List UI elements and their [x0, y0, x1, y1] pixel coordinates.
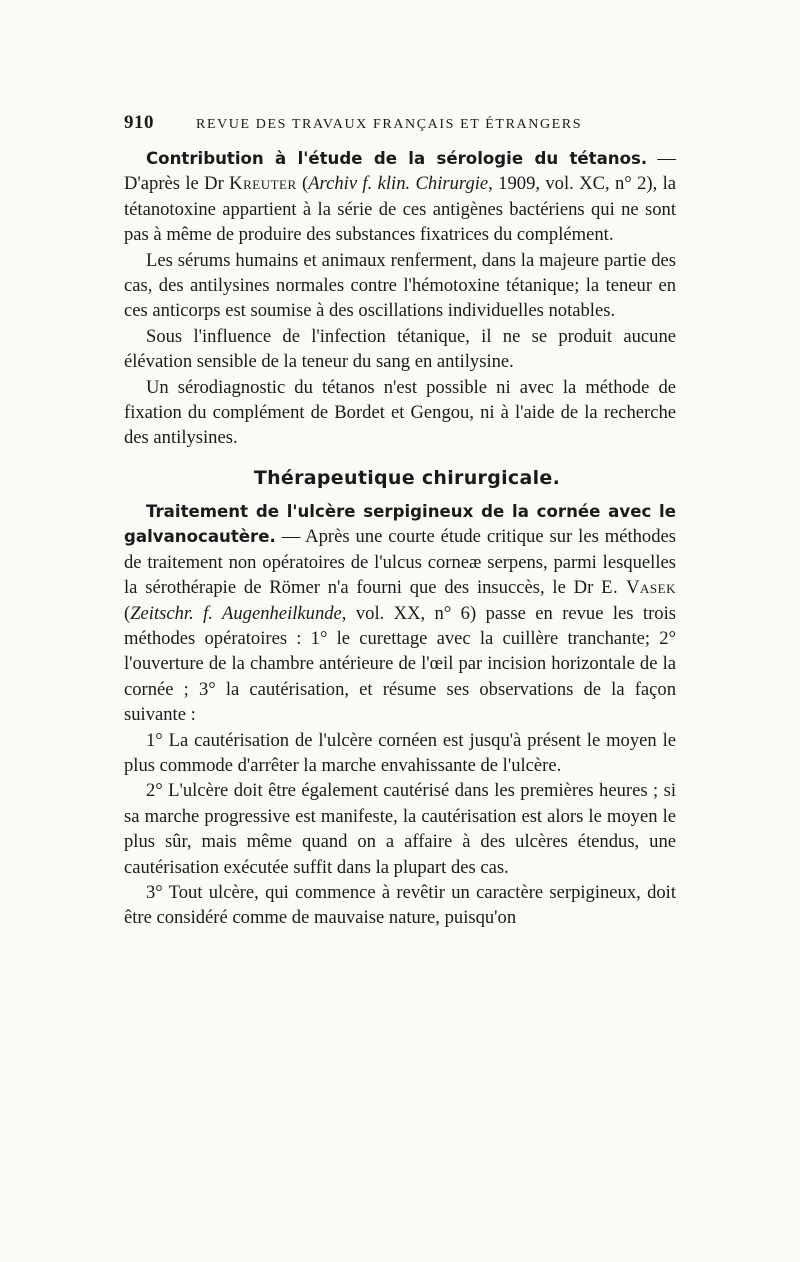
article1-paragraph-4: Un sérodiagnostic du tétanos n'est possible ni avec la méthode de fixation du complément de Bordet et Gengou, ni à l'aide de la recherche des antilysines. — [124, 376, 676, 449]
section-heading: Thérapeutique chirurgicale. — [253, 466, 561, 489]
article1-paragraph-2: Les sérums humains et animaux renferment, dans la majeure partie des cas, des antilysines normales contre l'hémotoxine tétanique; la teneur en ces anticorps est soumise à des oscillations individuelles notables. — [124, 249, 676, 322]
article2-title: Traitement de l'ulcère serpigineux de la cornée avec le galvanocautère. — [124, 501, 676, 547]
article2-author: E. Vasek — [601, 577, 676, 599]
article1-paragraph-1: Contribution à l'étude de la sérologie du tétanos. — D'après le Dr Kreuter (Archiv f. klin. Chirurgie, 1909, vol. XC, n° 2), la tétanotoxine appartient à la série de ces antigènes bactériens qui ne sont pas à même de produire des substances fixatrices du complément. — [124, 148, 676, 246]
article2-rest: , vol. XX, n° 6) passe en revue les trois méthodes opératoires : 1° le curettage avec la cuillère tranchante; 2° l'ouverture de la chambre antérieure de l'œil par incision horizontale de la cornée ; 3° la cautérisation, et résume ses observations de la façon suivante : — [124, 602, 676, 726]
article2-paragraph-4: 3° Tout ulcère, qui commence à revêtir un caractère serpigineux, doit être considéré comme de mauvaise nature, puisqu'on — [124, 881, 676, 929]
article1-dash: — D'après le — [124, 148, 676, 195]
article2-journal: Zeitschr. f. Augenheilkunde — [130, 602, 342, 624]
article1-dr: Dr — [204, 173, 224, 195]
article1-journal: Archiv f. klin. Chirurgie — [308, 173, 489, 195]
running-head — [124, 112, 676, 134]
page-number: 910 — [124, 112, 154, 133]
article1-title: Contribution à l'étude de la sérologie du tétanos. — [146, 149, 648, 168]
running-title: REVUE DES TRAVAUX FRANÇAIS ET ÉTRANGERS — [196, 117, 583, 132]
article1-rest: , 1909, vol. XC, n° 2), la tétanotoxine appartient à la série de ces antigènes bactériens qui ne sont pas à même de produire des substances fixatrices du complément. — [124, 173, 676, 246]
article1-author: Kreuter — [229, 173, 297, 195]
article2-intro: — Après une courte étude critique sur les méthodes de traitement non opératoires de l'ulcus corneæ serpens, parmi lesquelles la sérothérapie de Römer n'a fourni que des insuccès, le — [124, 526, 676, 599]
article2-paragraph-1: Traitement de l'ulcère serpigineux de la cornée avec le galvanocautère. — Après une courte étude critique sur les méthodes de traitement non opératoires de l'ulcus corneæ serpens, parmi lesquelles la sérothérapie de Römer n'a fourni que des insuccès, le Dr E. Vasek (Zeitschr. f. Augenheilkunde, vol. XX, n° 6) passe en revue les trois méthodes opératoires : 1° le curettage avec la cuillère tranchante; 2° l'ouverture de la chambre antérieure de l'œil par incision horizontale de la cornée ; 3° la cautérisation, et résume ses observations de la façon suivante : — [124, 501, 676, 726]
article2-paragraph-2: 1° La cautérisation de l'ulcère cornéen est jusqu'à présent le moyen le plus commode d'arrêter la marche envahissante de l'ulcère. — [124, 729, 676, 776]
article2-paragraph-3: 2° L'ulcère doit être également cautérisé dans les premières heures ; si sa marche progressive est manifeste, la cautérisation est alors le moyen le plus sûr, mais même quand on a affaire à des ulcères étendus, une cautérisation exécutée suffit dans la plupart des cas. — [124, 780, 676, 878]
article1-paragraph-3: Sous l'influence de l'infection tétanique, il ne se produit aucune élévation sensible de la teneur du sang en antilysine. — [124, 325, 676, 373]
article2-dr: Dr — [573, 577, 594, 599]
page — [124, 112, 676, 931]
